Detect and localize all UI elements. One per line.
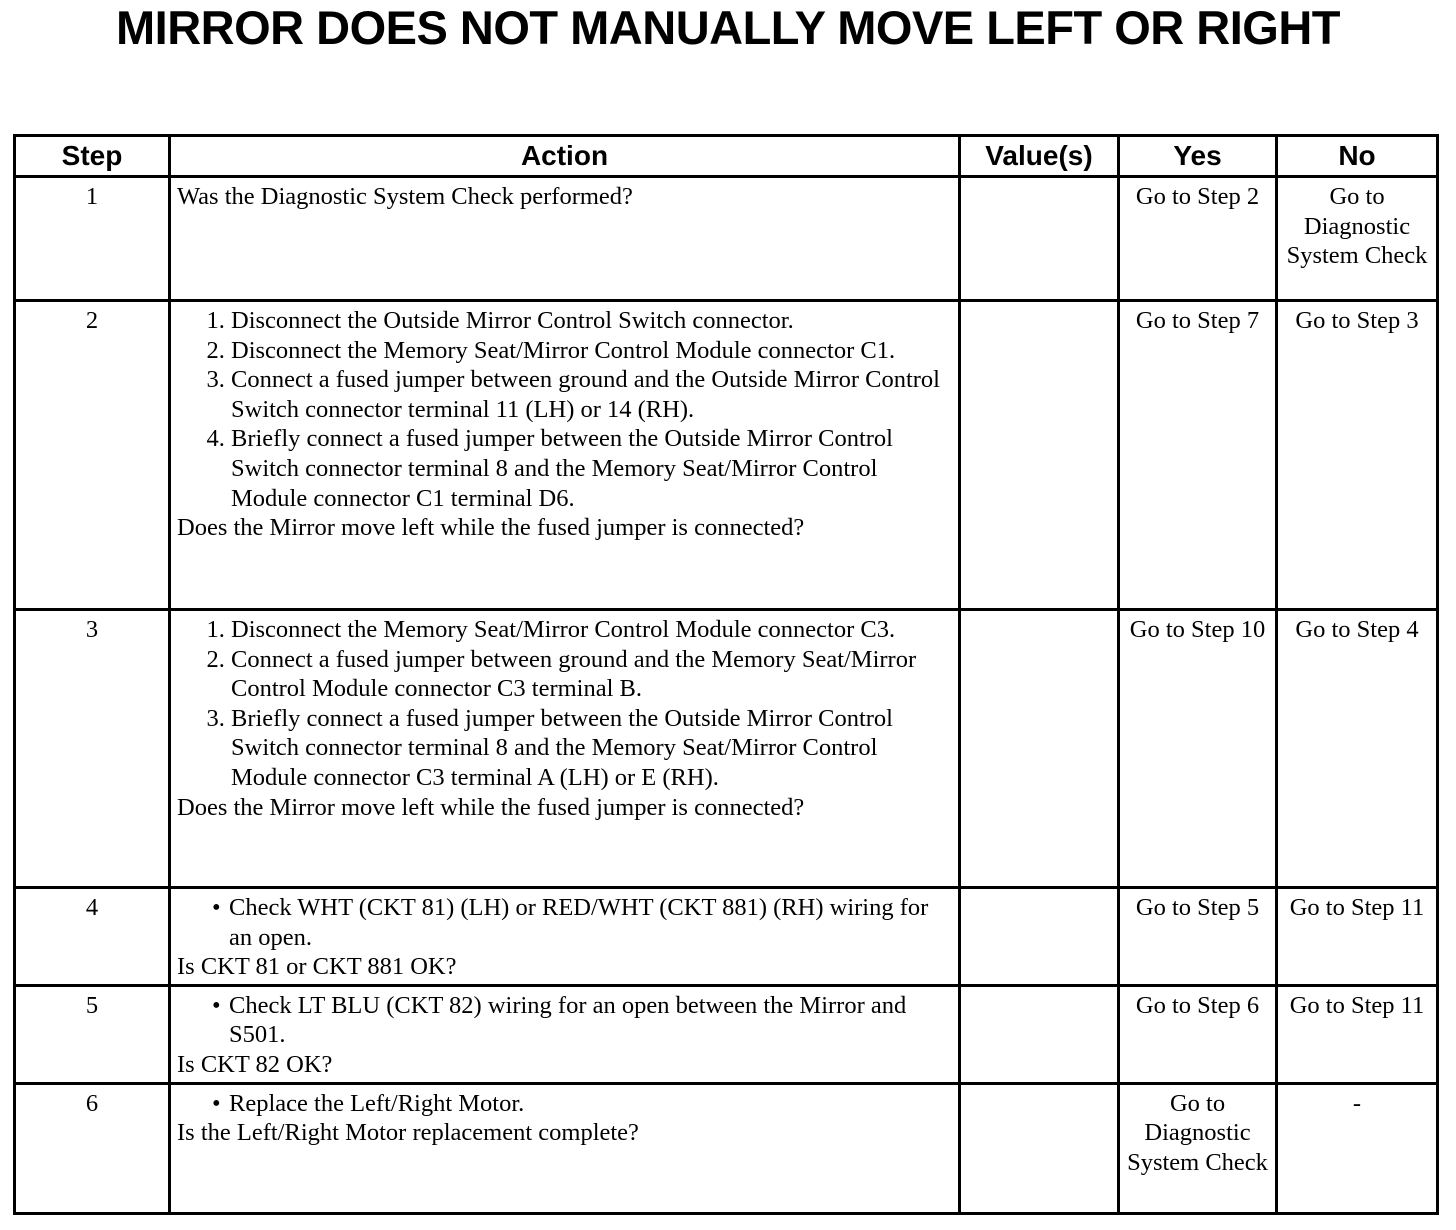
action-step: 1. Disconnect the Outside Mirror Control Switch connector. [231, 306, 952, 336]
header-action: Action [170, 136, 960, 177]
action-question: Does the Mirror move left while the fused jumper is connected? [177, 793, 805, 821]
table-row [15, 610, 1438, 888]
value-cell [960, 610, 1119, 888]
table-row [15, 177, 1438, 301]
table-row [15, 1083, 1438, 1213]
value-cell [960, 888, 1119, 986]
action-step: 2. Disconnect the Memory Seat/Mirror Control Module connector C1. [231, 336, 952, 366]
action-step: • Replace the Left/Right Motor. [229, 1089, 952, 1119]
yes-result: Go to Step 7 [1119, 301, 1277, 610]
action-question: Is CKT 82 OK? [177, 1050, 333, 1078]
step-number: 2 [15, 301, 170, 610]
yes-result: Go to Step 2 [1119, 177, 1277, 301]
action-bullet-list [177, 1089, 952, 1119]
header-step: Step [15, 136, 170, 177]
yes-result: Go to Step 6 [1119, 985, 1277, 1083]
step-number: 6 [15, 1083, 170, 1213]
action-bullet-list [177, 991, 952, 1050]
action-step: 3. Connect a fused jumper between ground and the Outside Mirror Control Switch connector terminal 11 (LH) or 14 (RH). [231, 365, 952, 424]
value-cell [960, 177, 1119, 301]
action-cell [170, 1083, 960, 1213]
table-row [15, 888, 1438, 986]
action-cell [170, 177, 960, 301]
no-result: - [1277, 1083, 1438, 1213]
action-cell [170, 301, 960, 610]
value-cell [960, 985, 1119, 1083]
action-bullet-list [177, 893, 952, 952]
no-result: Go to Step 4 [1277, 610, 1438, 888]
yes-result: Go to Diagnostic System Check [1119, 1083, 1277, 1213]
action-step: 4. Briefly connect a fused jumper between the Outside Mirror Control Switch connector terminal 8 and the Memory Seat/Mirror Control Module connector C1 terminal D6. [231, 424, 952, 513]
action-intro: Was the Diagnostic System Check performed? [177, 183, 633, 210]
no-result: Go to Diagnostic System Check [1277, 177, 1438, 301]
action-step: • Check LT BLU (CKT 82) wiring for an open between the Mirror and S501. [229, 991, 952, 1050]
action-steps-list [177, 306, 952, 513]
yes-result: Go to Step 10 [1119, 610, 1277, 888]
yes-result: Go to Step 5 [1119, 888, 1277, 986]
no-result: Go to Step 3 [1277, 301, 1438, 610]
action-question: Is the Left/Right Motor replacement complete? [177, 1119, 639, 1147]
action-steps-list [177, 615, 952, 793]
table-header-row [15, 136, 1438, 177]
no-result: Go to Step 11 [1277, 985, 1438, 1083]
step-number: 1 [15, 177, 170, 301]
action-step: • Check WHT (CKT 81) (LH) or RED/WHT (CKT 881) (RH) wiring for an open. [229, 893, 952, 952]
table-row [15, 301, 1438, 610]
header-values: Value(s) [960, 136, 1119, 177]
step-number: 5 [15, 985, 170, 1083]
value-cell [960, 301, 1119, 610]
table-body [15, 177, 1438, 1214]
page-title: MIRROR DOES NOT MANUALLY MOVE LEFT OR RIGHT [115, 1, 1341, 54]
action-question: Is CKT 81 or CKT 881 OK? [177, 953, 457, 981]
table-row [15, 985, 1438, 1083]
diagnostic-table [13, 134, 1439, 1215]
header-yes: Yes [1119, 136, 1277, 177]
action-question: Does the Mirror move left while the fused jumper is connected? [177, 514, 805, 542]
action-cell [170, 610, 960, 888]
action-step: 2. Connect a fused jumper between ground and the Memory Seat/Mirror Control Module connector C3 terminal B. [231, 645, 952, 704]
no-result: Go to Step 11 [1277, 888, 1438, 986]
action-step: 1. Disconnect the Memory Seat/Mirror Control Module connector C3. [231, 615, 952, 645]
action-step: 3. Briefly connect a fused jumper between the Outside Mirror Control Switch connector terminal 8 and the Memory Seat/Mirror Control Module connector C3 terminal A (LH) or E (RH). [231, 704, 952, 793]
action-cell [170, 888, 960, 986]
value-cell [960, 1083, 1119, 1213]
step-number: 3 [15, 610, 170, 888]
header-no: No [1277, 136, 1438, 177]
action-cell [170, 985, 960, 1083]
step-number: 4 [15, 888, 170, 986]
